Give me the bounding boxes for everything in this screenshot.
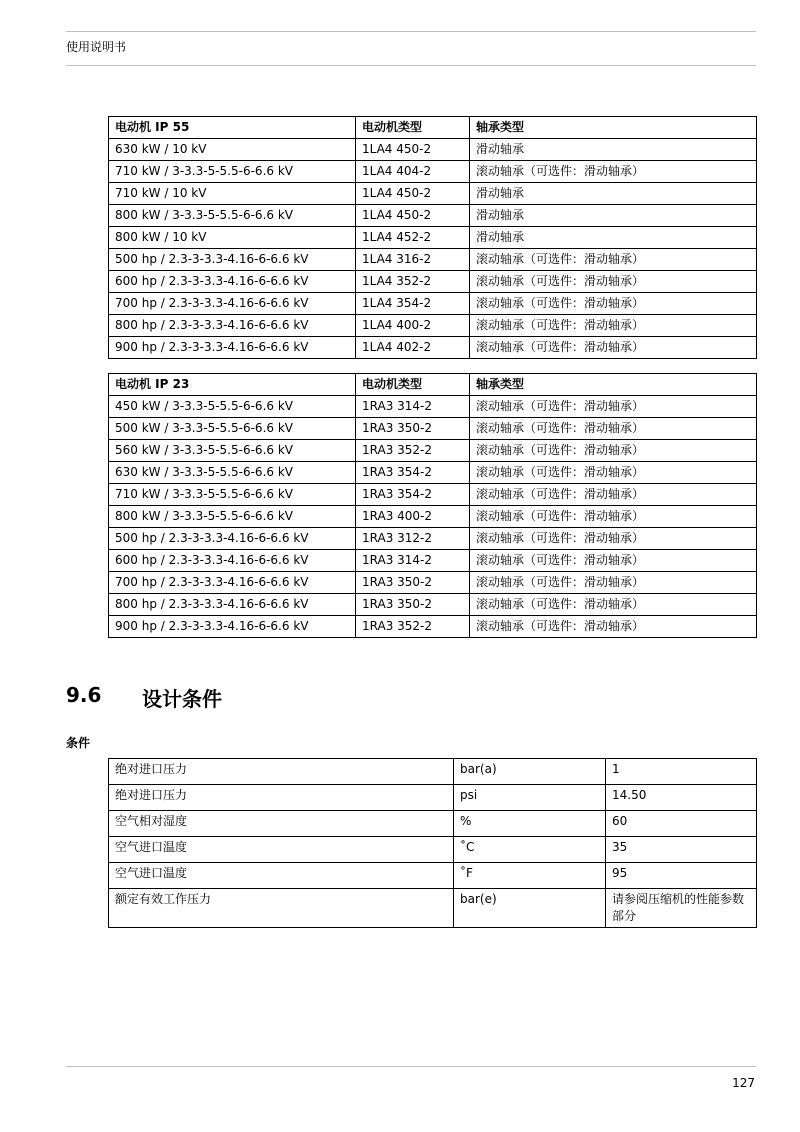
table-cell: 630 kW / 3-3.3-5-5.5-6-6.6 kV	[109, 462, 356, 484]
table-cell: 1RA3 400-2	[356, 506, 470, 528]
table-cell: psi	[454, 785, 606, 811]
table-cell: 800 kW / 3-3.3-5-5.5-6-6.6 kV	[109, 205, 356, 227]
table-row	[109, 837, 757, 863]
table-cell: 35	[606, 837, 757, 863]
table-row	[109, 863, 757, 889]
table-cell: 空气相对湿度	[109, 811, 454, 837]
table-cell: 1RA3 350-2	[356, 418, 470, 440]
table-cell: 500 hp / 2.3-3-3.3-4.16-6-6.6 kV	[109, 249, 356, 271]
table-cell: 14.50	[606, 785, 757, 811]
motor-ip23-table-body	[109, 374, 757, 638]
table-cell: 630 kW / 10 kV	[109, 139, 356, 161]
table-cell: 滚动轴承（可选件：滑动轴承）	[470, 550, 757, 572]
table-cell: 500 kW / 3-3.3-5-5.5-6-6.6 kV	[109, 418, 356, 440]
table-cell: 绝对进口压力	[109, 759, 454, 785]
column-header: 电动机 IP 55	[109, 117, 356, 139]
document-title: 使用说明书	[66, 40, 127, 54]
table-cell: 滚动轴承（可选件：滑动轴承）	[470, 315, 757, 337]
table-cell: bar(a)	[454, 759, 606, 785]
table-row	[109, 889, 757, 928]
table-cell: 滑动轴承	[470, 205, 757, 227]
table-row	[109, 205, 757, 227]
motor-ip55-table-body	[109, 117, 757, 359]
header-rule-top	[66, 31, 756, 32]
table-cell: 1LA4 400-2	[356, 315, 470, 337]
table-row	[109, 785, 757, 811]
table-cell: 800 hp / 2.3-3-3.3-4.16-6-6.6 kV	[109, 315, 356, 337]
header-rule-bottom	[66, 65, 756, 66]
table-cell: 滑动轴承	[470, 227, 757, 249]
table-cell: 800 kW / 3-3.3-5-5.5-6-6.6 kV	[109, 506, 356, 528]
table-cell: 1RA3 314-2	[356, 550, 470, 572]
table-cell: 额定有效工作压力	[109, 889, 454, 928]
table-row	[109, 293, 757, 315]
table-cell: 滑动轴承	[470, 183, 757, 205]
table-cell: ˚F	[454, 863, 606, 889]
table-cell: 滚动轴承（可选件：滑动轴承）	[470, 396, 757, 418]
table-row	[109, 462, 757, 484]
table-cell: 滚动轴承（可选件：滑动轴承）	[470, 484, 757, 506]
table-cell: ˚C	[454, 837, 606, 863]
table-row	[109, 616, 757, 638]
table-cell: 滚动轴承（可选件：滑动轴承）	[470, 506, 757, 528]
table-row	[109, 506, 757, 528]
table-cell: 900 hp / 2.3-3-3.3-4.16-6-6.6 kV	[109, 337, 356, 359]
table-header-row	[109, 117, 757, 139]
table-cell: 滑动轴承	[470, 139, 757, 161]
table-row	[109, 594, 757, 616]
table-cell: 空气进口温度	[109, 837, 454, 863]
table-cell: 滚动轴承（可选件：滑动轴承）	[470, 249, 757, 271]
table-cell: 1LA4 450-2	[356, 139, 470, 161]
table-row	[109, 572, 757, 594]
table-cell: 1LA4 404-2	[356, 161, 470, 183]
page-number: 127	[732, 1076, 755, 1090]
table-cell: 700 hp / 2.3-3-3.3-4.16-6-6.6 kV	[109, 293, 356, 315]
design-conditions-table	[108, 758, 757, 928]
section-number: 9.6	[66, 683, 102, 707]
section-title: 设计条件	[142, 687, 222, 711]
column-header: 轴承类型	[470, 374, 757, 396]
table-cell: 1RA3 350-2	[356, 594, 470, 616]
table-cell: 滚动轴承（可选件：滑动轴承）	[470, 462, 757, 484]
table-row	[109, 811, 757, 837]
table-row	[109, 440, 757, 462]
table-cell: 滚动轴承（可选件：滑动轴承）	[470, 337, 757, 359]
table-cell: 滚动轴承（可选件：滑动轴承）	[470, 440, 757, 462]
table-cell: 560 kW / 3-3.3-5-5.5-6-6.6 kV	[109, 440, 356, 462]
table-cell: 1RA3 350-2	[356, 572, 470, 594]
table-row	[109, 227, 757, 249]
table-cell: 710 kW / 3-3.3-5-5.5-6-6.6 kV	[109, 161, 356, 183]
table-row	[109, 249, 757, 271]
table-cell: 滚动轴承（可选件：滑动轴承）	[470, 572, 757, 594]
table-cell: 1LA4 354-2	[356, 293, 470, 315]
table-cell: 请参阅压缩机的性能参数部分	[606, 889, 757, 928]
table-row	[109, 315, 757, 337]
table-cell: 600 hp / 2.3-3-3.3-4.16-6-6.6 kV	[109, 550, 356, 572]
table-cell: 滚动轴承（可选件：滑动轴承）	[470, 161, 757, 183]
table-cell: 710 kW / 10 kV	[109, 183, 356, 205]
table-cell: 900 hp / 2.3-3-3.3-4.16-6-6.6 kV	[109, 616, 356, 638]
table-cell: 1RA3 352-2	[356, 440, 470, 462]
table-cell: 1RA3 354-2	[356, 462, 470, 484]
table-header-row	[109, 374, 757, 396]
column-header: 电动机 IP 23	[109, 374, 356, 396]
table-row	[109, 396, 757, 418]
table-cell: 滚动轴承（可选件：滑动轴承）	[470, 271, 757, 293]
table-cell: 800 kW / 10 kV	[109, 227, 356, 249]
table-row	[109, 161, 757, 183]
table-cell: 1LA4 452-2	[356, 227, 470, 249]
table-row	[109, 139, 757, 161]
conditions-heading: 条件	[66, 736, 91, 750]
table-cell: bar(e)	[454, 889, 606, 928]
table-cell: 800 hp / 2.3-3-3.3-4.16-6-6.6 kV	[109, 594, 356, 616]
table-cell: 1RA3 312-2	[356, 528, 470, 550]
table-cell: 空气进口温度	[109, 863, 454, 889]
table-row	[109, 271, 757, 293]
table-row	[109, 759, 757, 785]
table-cell: 绝对进口压力	[109, 785, 454, 811]
table-cell: 1LA4 402-2	[356, 337, 470, 359]
table-cell: 1	[606, 759, 757, 785]
table-cell: 1LA4 450-2	[356, 205, 470, 227]
column-header: 轴承类型	[470, 117, 757, 139]
column-header: 电动机类型	[356, 117, 470, 139]
motor-ip55-table	[108, 116, 757, 359]
table-cell: 1LA4 316-2	[356, 249, 470, 271]
table-cell: 滚动轴承（可选件：滑动轴承）	[470, 528, 757, 550]
table-cell: 滚动轴承（可选件：滑动轴承）	[470, 293, 757, 315]
table-cell: 1RA3 354-2	[356, 484, 470, 506]
table-cell: 95	[606, 863, 757, 889]
table-cell: 1RA3 314-2	[356, 396, 470, 418]
table-row	[109, 528, 757, 550]
table-cell: 60	[606, 811, 757, 837]
table-cell: 710 kW / 3-3.3-5-5.5-6-6.6 kV	[109, 484, 356, 506]
table-row	[109, 484, 757, 506]
table-cell: 1LA4 352-2	[356, 271, 470, 293]
table-cell: 1RA3 352-2	[356, 616, 470, 638]
table-row	[109, 418, 757, 440]
table-cell: 滚动轴承（可选件：滑动轴承）	[470, 616, 757, 638]
footer-rule	[66, 1066, 756, 1067]
motor-ip23-table	[108, 373, 757, 638]
table-cell: 600 hp / 2.3-3-3.3-4.16-6-6.6 kV	[109, 271, 356, 293]
table-cell: 700 hp / 2.3-3-3.3-4.16-6-6.6 kV	[109, 572, 356, 594]
table-cell: 1LA4 450-2	[356, 183, 470, 205]
table-row	[109, 550, 757, 572]
table-cell: 滚动轴承（可选件：滑动轴承）	[470, 418, 757, 440]
design-conditions-table-body	[109, 759, 757, 928]
table-cell: 450 kW / 3-3.3-5-5.5-6-6.6 kV	[109, 396, 356, 418]
table-cell: 滚动轴承（可选件：滑动轴承）	[470, 594, 757, 616]
table-cell: 500 hp / 2.3-3-3.3-4.16-6-6.6 kV	[109, 528, 356, 550]
table-row	[109, 337, 757, 359]
table-cell: %	[454, 811, 606, 837]
table-row	[109, 183, 757, 205]
column-header: 电动机类型	[356, 374, 470, 396]
